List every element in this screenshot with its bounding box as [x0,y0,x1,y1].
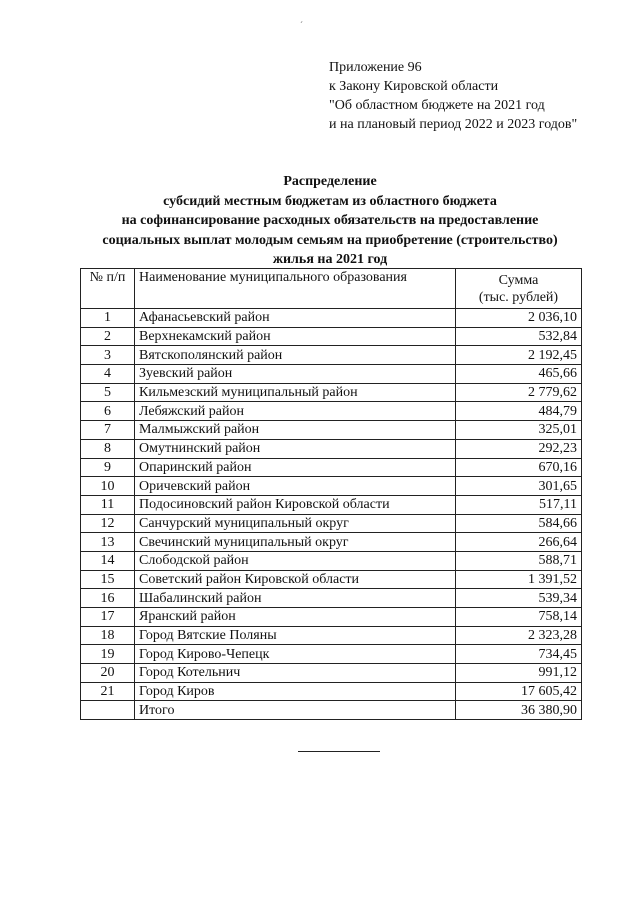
table-row [81,514,582,533]
row-municipality: Афанасьевский район [135,309,456,328]
row-municipality: Подосиновский район Кировской области [135,495,456,514]
row-number: 20 [81,664,135,683]
table-row [81,421,582,440]
annex-line: Приложение 96 [329,60,422,75]
row-number: 6 [81,402,135,421]
row-municipality: Вятскополянский район [135,346,456,365]
total-sum: 36 380,90 [456,701,582,720]
row-sum: 584,66 [456,514,582,533]
row-sum: 734,45 [456,645,582,664]
table-row [81,383,582,402]
table-row [81,346,582,365]
table-row [81,495,582,514]
row-municipality: Яранский район [135,608,456,627]
table-row [81,570,582,589]
subsidy-distribution-table [80,268,582,720]
row-number: 21 [81,682,135,701]
row-number: 4 [81,365,135,384]
table-row [81,551,582,570]
row-municipality: Слободской район [135,551,456,570]
table-row [81,626,582,645]
row-number: 1 [81,309,135,328]
document-title [80,172,580,270]
row-number: 13 [81,533,135,552]
total-num [81,701,135,720]
row-sum: 539,34 [456,589,582,608]
row-municipality: Лебяжский район [135,402,456,421]
row-sum: 301,65 [456,477,582,496]
header-sum-label: Сумма [498,272,539,288]
row-sum: 2 779,62 [456,383,582,402]
row-number: 14 [81,551,135,570]
title-line: жилья на 2021 год [272,252,388,267]
row-sum: 266,64 [456,533,582,552]
row-municipality: Санчурский муниципальный округ [135,514,456,533]
title-line: Распределение [283,174,377,189]
table-row [81,439,582,458]
row-sum: 588,71 [456,551,582,570]
row-sum: 758,14 [456,608,582,627]
row-municipality: Город Киров [135,682,456,701]
row-municipality: Город Котельнич [135,664,456,683]
annex-line: к Закону Кировской области [329,79,499,94]
row-sum: 517,11 [456,495,582,514]
table-header-row [81,269,582,309]
row-number: 8 [81,439,135,458]
title-line: социальных выплат молодым семьям на приобретение (строительство) [102,232,558,248]
table-row [81,589,582,608]
row-number: 18 [81,626,135,645]
row-municipality: Зуевский район [135,365,456,384]
row-number: 16 [81,589,135,608]
header-sum [456,269,582,309]
table-row [81,327,582,346]
row-municipality: Город Кирово-Чепецк [135,645,456,664]
row-sum: 2 192,45 [456,346,582,365]
table-row [81,458,582,477]
row-number: 2 [81,327,135,346]
table-row [81,402,582,421]
row-number: 17 [81,608,135,627]
header-number: № п/п [81,269,135,309]
row-sum: 484,79 [456,402,582,421]
table-row [81,477,582,496]
row-municipality: Малмыжский район [135,421,456,440]
header-sum-unit: (тыс. рублей) [478,289,559,305]
row-sum: 991,12 [456,664,582,683]
row-municipality: Опаринский район [135,458,456,477]
total-name: Итого [135,701,456,720]
row-sum: 2 036,10 [456,309,582,328]
row-sum: 1 391,52 [456,570,582,589]
row-sum: 292,23 [456,439,582,458]
row-municipality: Советский район Кировской области [135,570,456,589]
row-number: 7 [81,421,135,440]
annex-line: "Об областном бюджете на 2021 год [329,98,545,113]
row-sum: 2 323,28 [456,626,582,645]
row-number: 5 [81,383,135,402]
row-number: 15 [81,570,135,589]
table-row [81,645,582,664]
table-row [81,533,582,552]
row-municipality: Омутнинский район [135,439,456,458]
table-row [81,365,582,384]
row-sum: 532,84 [456,327,582,346]
row-number: 11 [81,495,135,514]
row-municipality: Кильмезский муниципальный район [135,383,456,402]
row-municipality: Верхнекамский район [135,327,456,346]
closing-rule [298,751,380,752]
total-row [81,701,582,720]
row-municipality: Город Вятские Поляны [135,626,456,645]
row-number: 12 [81,514,135,533]
scan-mark: ˊ [300,20,303,30]
annex-reference [329,58,577,134]
row-municipality: Оричевский район [135,477,456,496]
annex-line: и на плановый период 2022 и 2023 годов" [329,117,578,132]
title-line: субсидий местным бюджетам из областного бюджета [163,193,497,209]
row-municipality: Шабалинский район [135,589,456,608]
table-row [81,664,582,683]
row-number: 9 [81,458,135,477]
row-number: 3 [81,346,135,365]
header-municipality: Наименование муниципального образования [135,269,456,309]
row-number: 19 [81,645,135,664]
row-number: 10 [81,477,135,496]
table-row [81,309,582,328]
row-sum: 325,01 [456,421,582,440]
table-row [81,682,582,701]
title-line: на софинансирование расходных обязательств на предоставление [121,213,539,228]
row-sum: 17 605,42 [456,682,582,701]
row-sum: 465,66 [456,365,582,384]
row-sum: 670,16 [456,458,582,477]
table-row [81,608,582,627]
row-municipality: Свечинский муниципальный округ [135,533,456,552]
